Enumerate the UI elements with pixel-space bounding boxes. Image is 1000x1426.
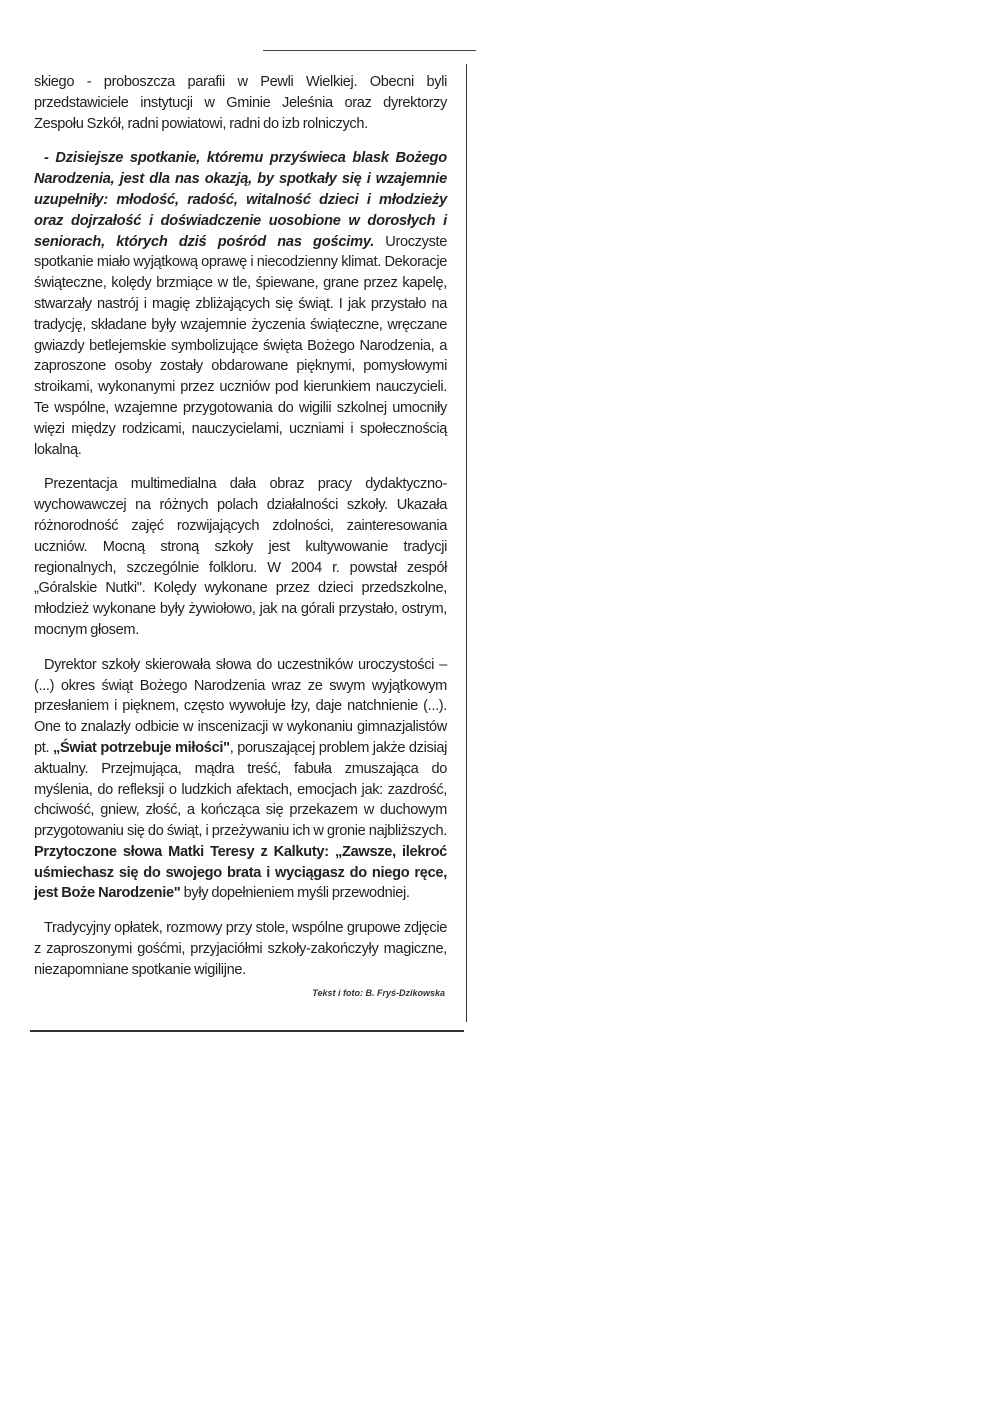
author-credit: Tekst i foto: B. Fryś-Dzikowska: [312, 987, 445, 998]
paragraph-4-middle: , poruszającej problem jakże dzisiaj aktualny. Przejmująca, mądra treść, fabuła zmuszająca do myślenia, do refleksji o ludzkich afektach, emocjach jak: zazdrość, chciwość, gniew, złość, a kończąca się przekazem w duchowym przygotowaniu się do świąt, i przeżywaniu ich w gronie najbliższych.: [34, 739, 447, 840]
top-rule: [263, 50, 476, 51]
opening-quote: - Dzisiejsze spotkanie, któremu przyświeca blask Bożego Narodzenia, jest dla nas okazją, by spotkały się i wzajemnie uzupełniły: młodość, radość, witalność dzieci i młodzieży oraz dojrzałość i doświadczenie uosobione w dorosłych i seniorach, których dziś pośród nas gościmy.: [34, 150, 447, 250]
paragraph-5: Tradycyjny opłatek, rozmowy przy stole, wspólne grupowe zdjęcie z zaproszonymi gośćmi, przyjaciółmi szkoły-zakończyły magiczne, niezapomniane spotkanie wigilijne.: [34, 920, 447, 978]
article-column: [34, 72, 447, 999]
play-title: „Świat potrzebuje miłości": [52, 739, 230, 756]
paragraph-4-end: były dopełnieniem myśli przewodniej.: [180, 885, 410, 902]
paragraph-4: [34, 655, 447, 905]
bottom-rule: [30, 1030, 464, 1032]
paragraph-3: Prezentacja multimedialna dała obraz pracy dydaktyczno-wychowawczej na różnych polach działalności szkoły. Ukazała różnorodność zajęć rozwijających zdolności, zainteresowania uczniów. Mocną stroną szkoły jest kultywowanie tradycji regionalnych, szczególnie folkloru. W 2004 r. powstał zespół „Góralskie Nutki". Kolędy wykonane przez dzieci przedszkolne, młodzież wykonane były żywiołowo, jak na górali przystało, ostrym, mocnym głosem.: [34, 476, 447, 638]
paragraph-2-body: Uroczyste spotkanie miało wyjątkową oprawę i niecodzienny klimat. Dekoracje świąteczne, kolędy brzmiące w tle, śpiewane, grane przez kapelę, stwarzały nastrój i magię zbliżających się świąt. I jak przystało na tradycję, składane były wzajemnie życzenia świąteczne, wręczane gwiazdy betlejemskie symbolizujące święta Bożego Narodzenia, a zaproszone osoby zostały obdarowane pięknymi, pomysłowymi stroikami, wykonanymi przez uczniów pod kierunkiem nauczycieli. Te wspólne, wzajemne przygotowania do wigilii szkolnej umocniły więzi między rodzicami, nauczycielami, uczniami i społecznością lokalną.: [34, 233, 447, 458]
column-rule: [466, 64, 467, 1022]
mother-teresa-quote: Przytoczone słowa Matki Teresy z Kalkuty: „Zawsze, ilekroć uśmiechasz się do swojego brata i wyciągasz do niego ręce, jest Boże Narodzenie": [34, 843, 447, 902]
paragraph-4-intro: Dyrektor szkoły skierowała słowa do uczestników uroczystości –(...) okres świąt Bożego Narodzenia wraz ze swym wyjątkowym przesłaniem i pięknem, często wywołuje łzy, daje natchnienie (...). One to znalazły odbicie w inscenizacji w wykonaniu gimnazjalistów pt.: [34, 656, 447, 756]
paragraph-1: skiego - proboszcza parafii w Pewli Wielkiej. Obecni byli przedstawiciele instytucji w Gminie Jeleśnia oraz dyrektorzy Zespołu Szkół, radni powiatowi, radni do izb rolniczych.: [34, 74, 447, 132]
paragraph-2: [34, 148, 447, 460]
